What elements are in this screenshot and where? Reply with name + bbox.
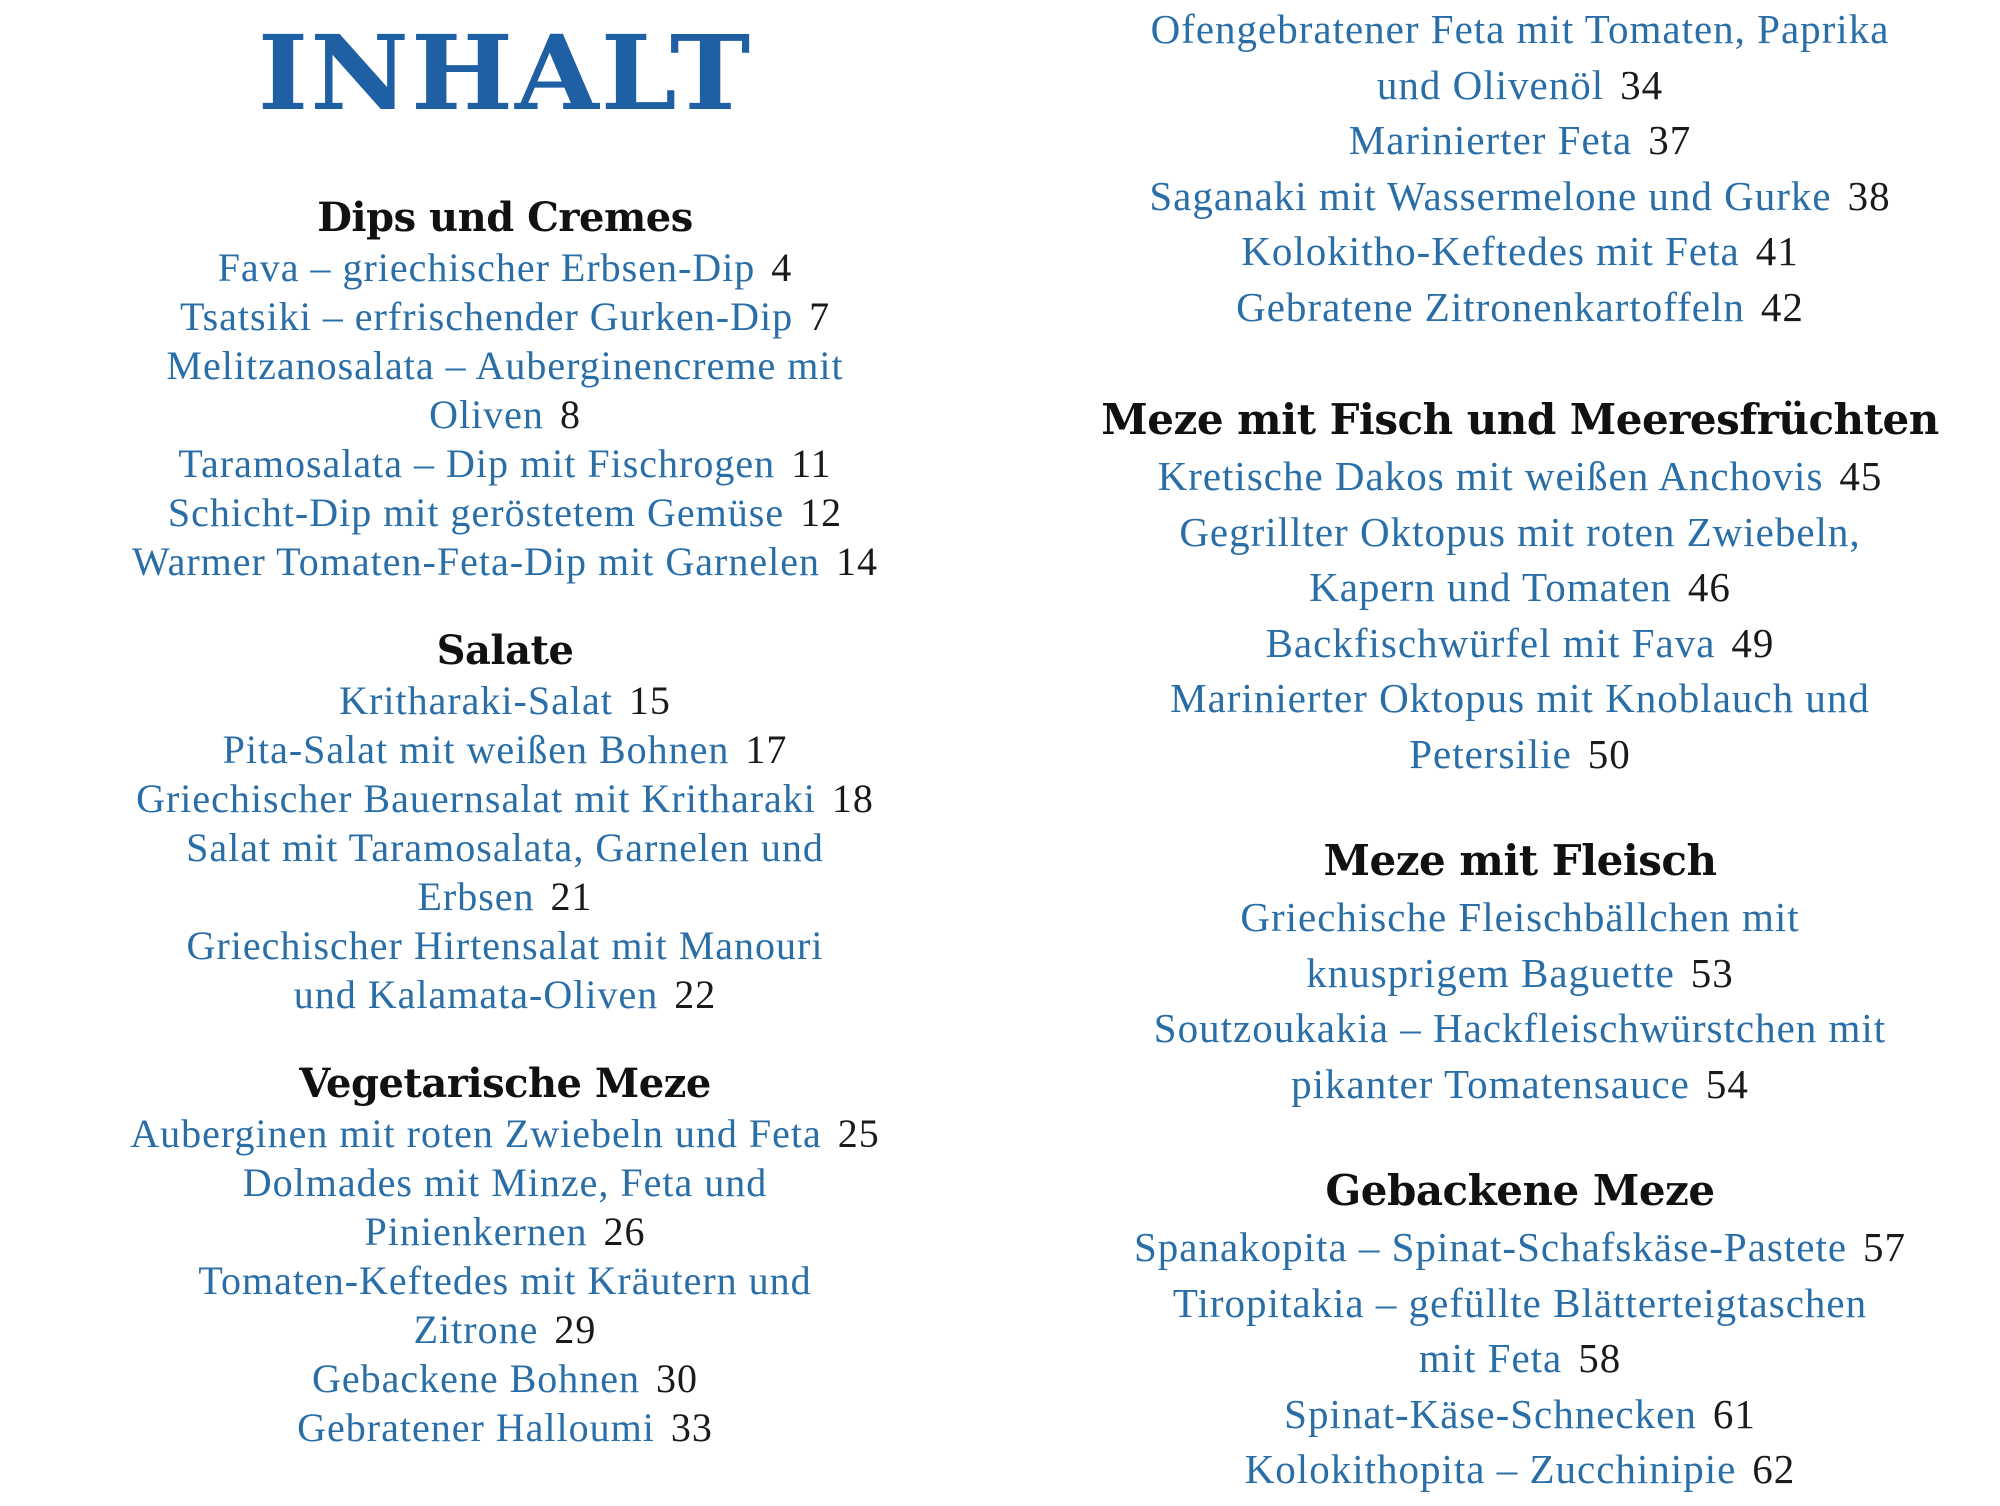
toc-entry-title: Kritharaki-Salat bbox=[339, 678, 613, 723]
toc-entry-title: Gebratene Zitronenkartoffeln bbox=[1236, 283, 1745, 330]
toc-entry bbox=[40, 725, 970, 774]
toc-page-number: 53 bbox=[1690, 949, 1734, 996]
section-heading: Dips und Cremes bbox=[317, 194, 693, 241]
toc-page-number: 18 bbox=[831, 776, 874, 821]
toc-entry-continued bbox=[40, 1207, 970, 1256]
toc-entry-title: Erbsen bbox=[417, 874, 535, 919]
toc-entry-title: Kolokitho-Keftedes mit Feta bbox=[1241, 228, 1740, 274]
toc-entry-title: Gebackene Bohnen bbox=[311, 1356, 641, 1401]
spacer bbox=[40, 1019, 970, 1059]
toc-entry bbox=[1055, 169, 1985, 225]
toc-entry-title: Pinienkernen bbox=[364, 1209, 588, 1254]
toc-entry-title: Spinat-Käse-Schnecken bbox=[1284, 1390, 1697, 1437]
toc-page-number: 11 bbox=[791, 441, 832, 486]
toc-page-number: 29 bbox=[554, 1307, 597, 1352]
spacer bbox=[1055, 1112, 1985, 1162]
toc-page-number: 12 bbox=[800, 490, 843, 535]
toc-page-number: 58 bbox=[1578, 1335, 1622, 1381]
toc-page-number: 50 bbox=[1587, 730, 1631, 777]
toc-entry bbox=[40, 292, 970, 341]
toc-page-number: 38 bbox=[1847, 172, 1891, 219]
right-sections bbox=[1055, 335, 1985, 1498]
spacer bbox=[1055, 782, 1985, 832]
spacer bbox=[1055, 335, 1985, 391]
toc-entry bbox=[1055, 1001, 1985, 1057]
toc-entry bbox=[1055, 224, 1985, 280]
toc-entry-title: Griechische Fleischbällchen mit bbox=[1240, 894, 1800, 940]
toc-page-number: 14 bbox=[835, 539, 878, 584]
toc-page-number: 4 bbox=[771, 245, 793, 290]
toc-entry-title: Backfischwürfel mit Fava bbox=[1265, 619, 1716, 666]
toc-page-number: 15 bbox=[628, 678, 671, 723]
toc-entry-title: Ofengebratener Feta mit Tomaten, Paprika bbox=[1150, 6, 1890, 52]
toc-entry-title: Kolokithopita – Zucchinipie bbox=[1244, 1446, 1737, 1492]
toc-page-number: 37 bbox=[1648, 117, 1692, 163]
toc-entry-title: Taramosalata – Dip mit Fischrogen bbox=[178, 441, 776, 486]
toc-entry-title: Zitrone bbox=[413, 1307, 539, 1352]
section-heading: Meze mit Fisch und Meeresfrüchten bbox=[1101, 395, 1939, 444]
toc-entry-title: und Olivenöl bbox=[1376, 61, 1605, 108]
toc-entry-title: Petersilie bbox=[1409, 730, 1572, 777]
toc-entry-title: Tomaten-Keftedes mit Kräutern und bbox=[198, 1258, 812, 1303]
toc-entry-title: Schicht-Dip mit geröstetem Gemüse bbox=[167, 490, 785, 535]
toc-entry-title: Marinierter Feta bbox=[1348, 117, 1633, 163]
toc-page-number: 61 bbox=[1712, 1390, 1756, 1437]
toc-entry bbox=[40, 921, 970, 970]
toc-entry-title: knusprigem Baguette bbox=[1306, 949, 1675, 996]
toc-entry-continued bbox=[1055, 58, 1985, 114]
toc-entry bbox=[1055, 1387, 1985, 1443]
toc-page-number: 7 bbox=[809, 294, 831, 339]
spacer bbox=[40, 586, 970, 626]
toc-entry bbox=[1055, 2, 1985, 58]
toc-page-number: 57 bbox=[1863, 1224, 1907, 1270]
toc-entry-title: und Kalamata-Oliven bbox=[293, 972, 659, 1017]
toc-entry-continued bbox=[1055, 1331, 1985, 1387]
toc-entry-title: Dolmades mit Minze, Feta und bbox=[242, 1160, 768, 1205]
toc-page-number: 62 bbox=[1752, 1446, 1796, 1492]
toc-entry bbox=[40, 1256, 970, 1305]
toc-entry-continued bbox=[40, 970, 970, 1019]
toc-entry-title: Fava – griechischer Erbsen-Dip bbox=[217, 245, 756, 290]
toc-entry-continued bbox=[1055, 1057, 1985, 1113]
toc-entry bbox=[40, 1158, 970, 1207]
toc-entry bbox=[40, 537, 970, 586]
toc-entry bbox=[1055, 890, 1985, 946]
toc-entry bbox=[40, 1354, 970, 1403]
toc-entry-title: Warmer Tomaten-Feta-Dip mit Garnelen bbox=[132, 539, 820, 584]
toc-entry bbox=[40, 439, 970, 488]
toc-entry bbox=[1055, 449, 1985, 505]
toc-page-number: 25 bbox=[837, 1111, 880, 1156]
section-heading: Salate bbox=[436, 627, 574, 674]
toc-entry bbox=[40, 1403, 970, 1452]
toc-page-number: 21 bbox=[550, 874, 593, 919]
right-column bbox=[1055, 0, 1985, 1498]
toc-entry-title: Marinierter Oktopus mit Knoblauch und bbox=[1170, 675, 1870, 721]
toc-entry-title: Saganaki mit Wassermelone und Gurke bbox=[1149, 172, 1832, 219]
toc-entry bbox=[1055, 616, 1985, 672]
toc-entry bbox=[1055, 1220, 1985, 1276]
toc-entry-title: Kapern und Tomaten bbox=[1309, 564, 1672, 610]
toc-entry bbox=[1055, 1276, 1985, 1332]
toc-entry-continued bbox=[1055, 727, 1985, 783]
toc-entry-continued bbox=[40, 872, 970, 921]
toc-entry-title: pikanter Tomatensauce bbox=[1291, 1060, 1690, 1107]
toc-entry bbox=[1055, 1442, 1985, 1498]
toc-page-number: 41 bbox=[1755, 228, 1799, 274]
toc-entry-title: Melitzanosalata – Auberginencreme mit bbox=[166, 343, 844, 388]
toc-entry-title: Gegrillter Oktopus mit roten Zwiebeln, bbox=[1179, 508, 1861, 555]
toc-entry-continued bbox=[40, 1305, 970, 1354]
toc-entry-title: Kretische Dakos mit weißen Anchovis bbox=[1157, 453, 1824, 499]
toc-entry bbox=[40, 823, 970, 872]
toc-entry-continued bbox=[40, 390, 970, 439]
left-column bbox=[40, 0, 970, 1452]
toc-entry-title: mit Feta bbox=[1418, 1335, 1563, 1381]
toc-page-number: 34 bbox=[1620, 61, 1664, 108]
toc-page-number: 45 bbox=[1839, 453, 1883, 499]
spacer bbox=[40, 128, 970, 193]
toc-entry bbox=[1055, 505, 1985, 561]
toc-page-number: 54 bbox=[1705, 1060, 1749, 1107]
toc-page-number: 46 bbox=[1687, 564, 1731, 610]
toc-entry bbox=[1055, 671, 1985, 727]
toc-page-number: 26 bbox=[603, 1209, 646, 1254]
toc-entry-continued bbox=[1055, 946, 1985, 1002]
toc-entry-title: Oliven bbox=[429, 392, 544, 437]
toc-entry-title: Soutzoukakia – Hackfleischwürstchen mit bbox=[1153, 1005, 1887, 1051]
toc-entry-title: Salat mit Taramosalata, Garnelen und bbox=[186, 825, 824, 870]
toc-entry-title: Spanakopita – Spinat-Schafskäse-Pastete bbox=[1133, 1224, 1848, 1270]
toc-entry bbox=[40, 341, 970, 390]
toc-entry bbox=[1055, 280, 1985, 336]
toc-entry-title: Tsatsiki – erfrischender Gurken-Dip bbox=[179, 294, 794, 339]
toc-entry-title: Gebratener Halloumi bbox=[297, 1405, 655, 1450]
toc-page-number: 49 bbox=[1731, 619, 1775, 666]
toc-entry bbox=[40, 488, 970, 537]
toc-entry bbox=[40, 243, 970, 292]
toc-page-number: 42 bbox=[1760, 283, 1804, 330]
toc-page-number: 8 bbox=[559, 392, 581, 437]
toc-page-number: 17 bbox=[745, 727, 788, 772]
section-heading: Vegetarische Meze bbox=[299, 1060, 711, 1107]
toc-entry-title: Auberginen mit roten Zwiebeln und Feta bbox=[130, 1111, 822, 1156]
page-title: INHALT bbox=[257, 14, 753, 134]
toc-entry bbox=[40, 1109, 970, 1158]
toc-entry bbox=[1055, 113, 1985, 169]
toc-entry-title: Griechischer Bauernsalat mit Kritharaki bbox=[136, 776, 816, 821]
toc-entry-title: Tiropitakia – gefüllte Blätterteigtaschen bbox=[1172, 1279, 1868, 1326]
right-top-entries bbox=[1055, 0, 1985, 335]
toc-page-number: 30 bbox=[656, 1356, 699, 1401]
toc-entry-title: Griechischer Hirtensalat mit Manouri bbox=[186, 923, 824, 968]
toc-entry bbox=[40, 774, 970, 823]
section-heading: Meze mit Fleisch bbox=[1323, 836, 1717, 885]
left-sections bbox=[40, 193, 970, 1452]
toc-page-number: 33 bbox=[670, 1405, 713, 1450]
section-heading: Gebackene Meze bbox=[1325, 1166, 1715, 1215]
toc-entry bbox=[40, 676, 970, 725]
toc-page-number: 22 bbox=[674, 972, 717, 1017]
toc-entry-title: Pita-Salat mit weißen Bohnen bbox=[222, 727, 730, 772]
toc-entry-continued bbox=[1055, 560, 1985, 616]
